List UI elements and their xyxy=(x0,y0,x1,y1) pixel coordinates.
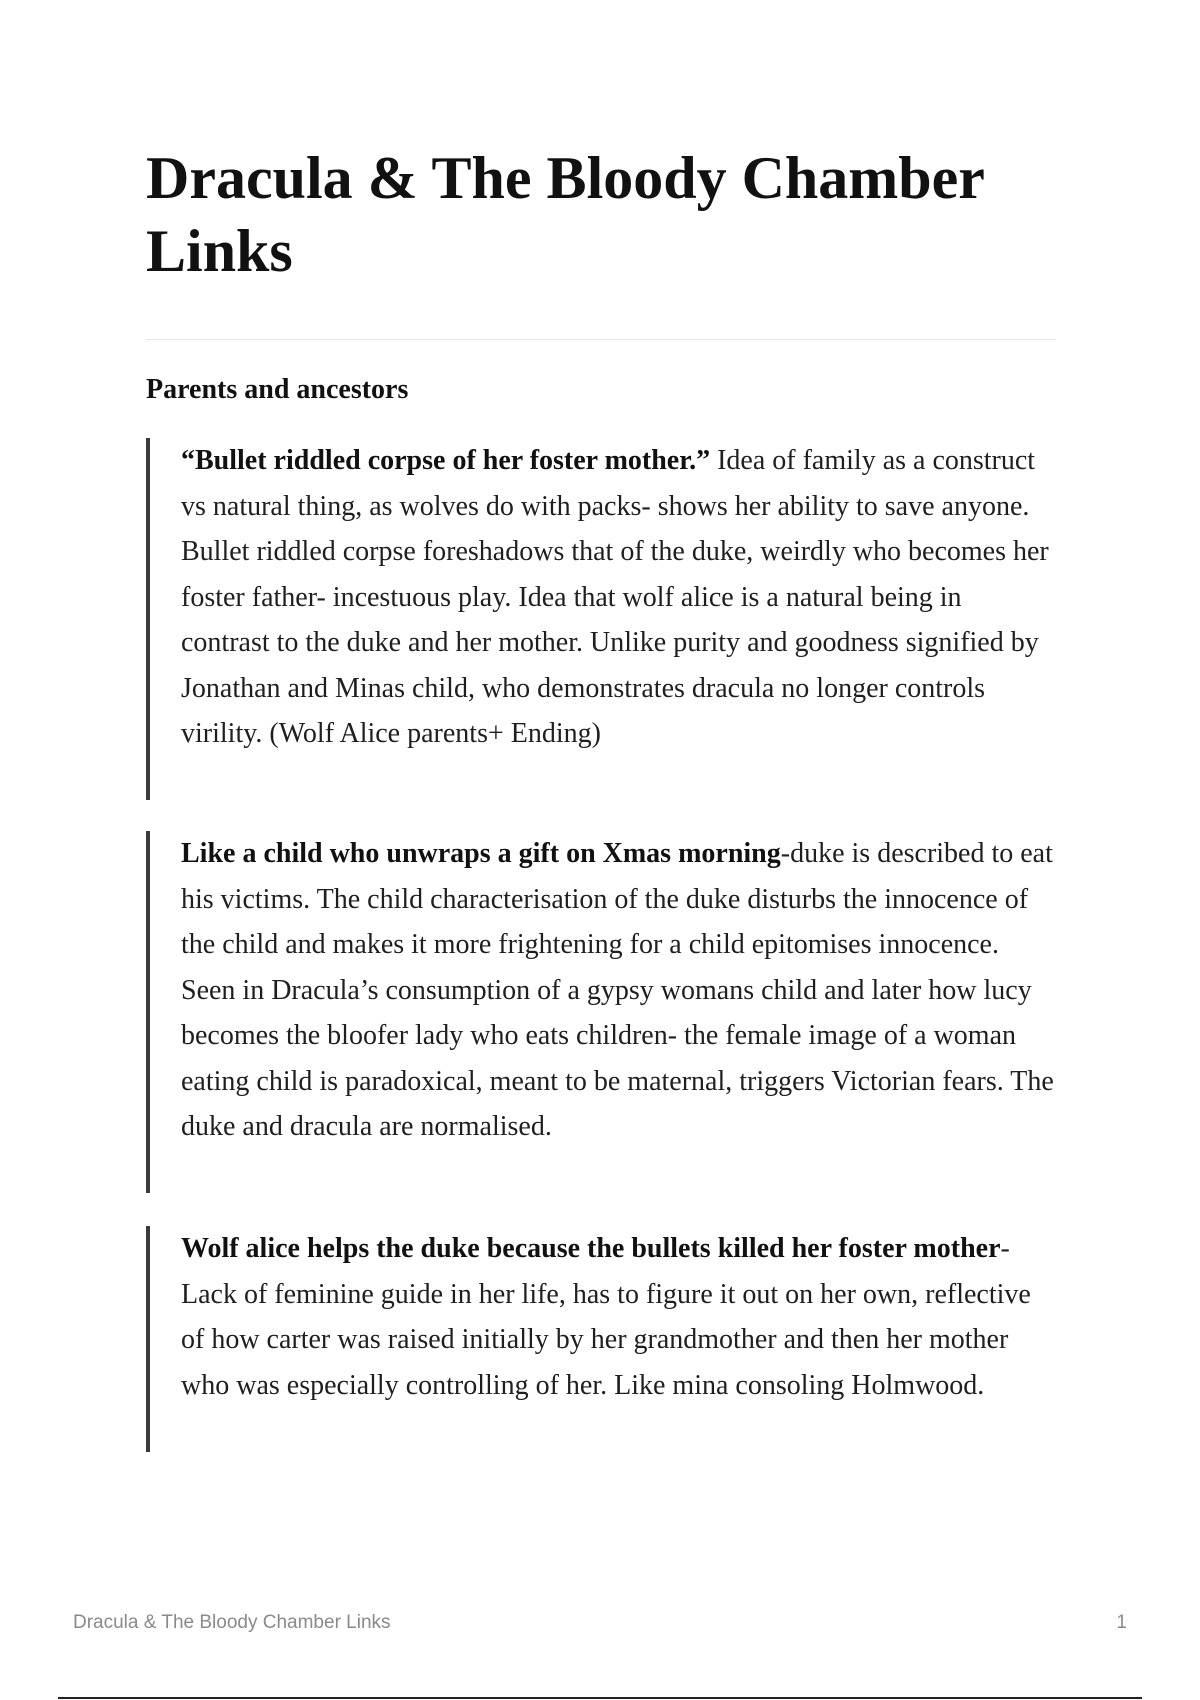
quote-block-wolf-alice xyxy=(146,1226,1056,1452)
footer-page-number: 1 xyxy=(1116,1612,1127,1633)
quote-paragraph xyxy=(181,438,1056,757)
page-title: Dracula & The Bloody Chamber Links xyxy=(146,145,984,284)
quote-block-xmas-morning xyxy=(146,831,1056,1193)
quote-body: -duke is described to eat his victims. The child characterisation of the duke disturbs the innocence of the child and makes it more frightening for a child epitomises innocence. Seen in Dracula’s consumption of a gypsy womans child and later how lucy becomes the bloofer lady who eats children- the female image of a woman eating child is paradoxical, meant to be maternal, triggers Victorian fears. The duke and dracula are normalised. xyxy=(181,838,1054,1142)
quote-block-foster-mother xyxy=(146,438,1056,800)
quote-paragraph xyxy=(181,831,1056,1150)
quote-body: -Lack of feminine guide in her life, has to figure it out on her own, reflective of how carter was raised initially by her grandmother and then her mother who was especially controlling of her. Like mina consoling Holmwood. xyxy=(181,1233,1031,1401)
page-bottom-rule xyxy=(58,1697,1142,1699)
quote-body: Idea of family as a construct vs natural thing, as wolves do with packs- shows her ability to save anyone. Bullet riddled corpse foreshadows that of the duke, weirdly who becomes her foster father- incestuous play. Idea that wolf alice is a natural being in contrast to the duke and her mother. Unlike purity and goodness signified by Jonathan and Minas child, who demonstrates dracula no longer controls virility. (Wolf Alice parents+ Ending) xyxy=(181,445,1049,749)
quote-emphasis: “Bullet riddled corpse of her foster mother.” xyxy=(181,445,711,476)
quote-emphasis: Like a child who unwraps a gift on Xmas morning xyxy=(181,838,781,869)
quote-emphasis: Wolf alice helps the duke because the bullets killed her foster mother xyxy=(181,1233,1001,1264)
quote-paragraph xyxy=(181,1226,1056,1408)
footer-document-title: Dracula & The Bloody Chamber Links xyxy=(73,1612,391,1633)
title-divider xyxy=(146,339,1056,340)
section-heading: Parents and ancestors xyxy=(146,374,409,405)
